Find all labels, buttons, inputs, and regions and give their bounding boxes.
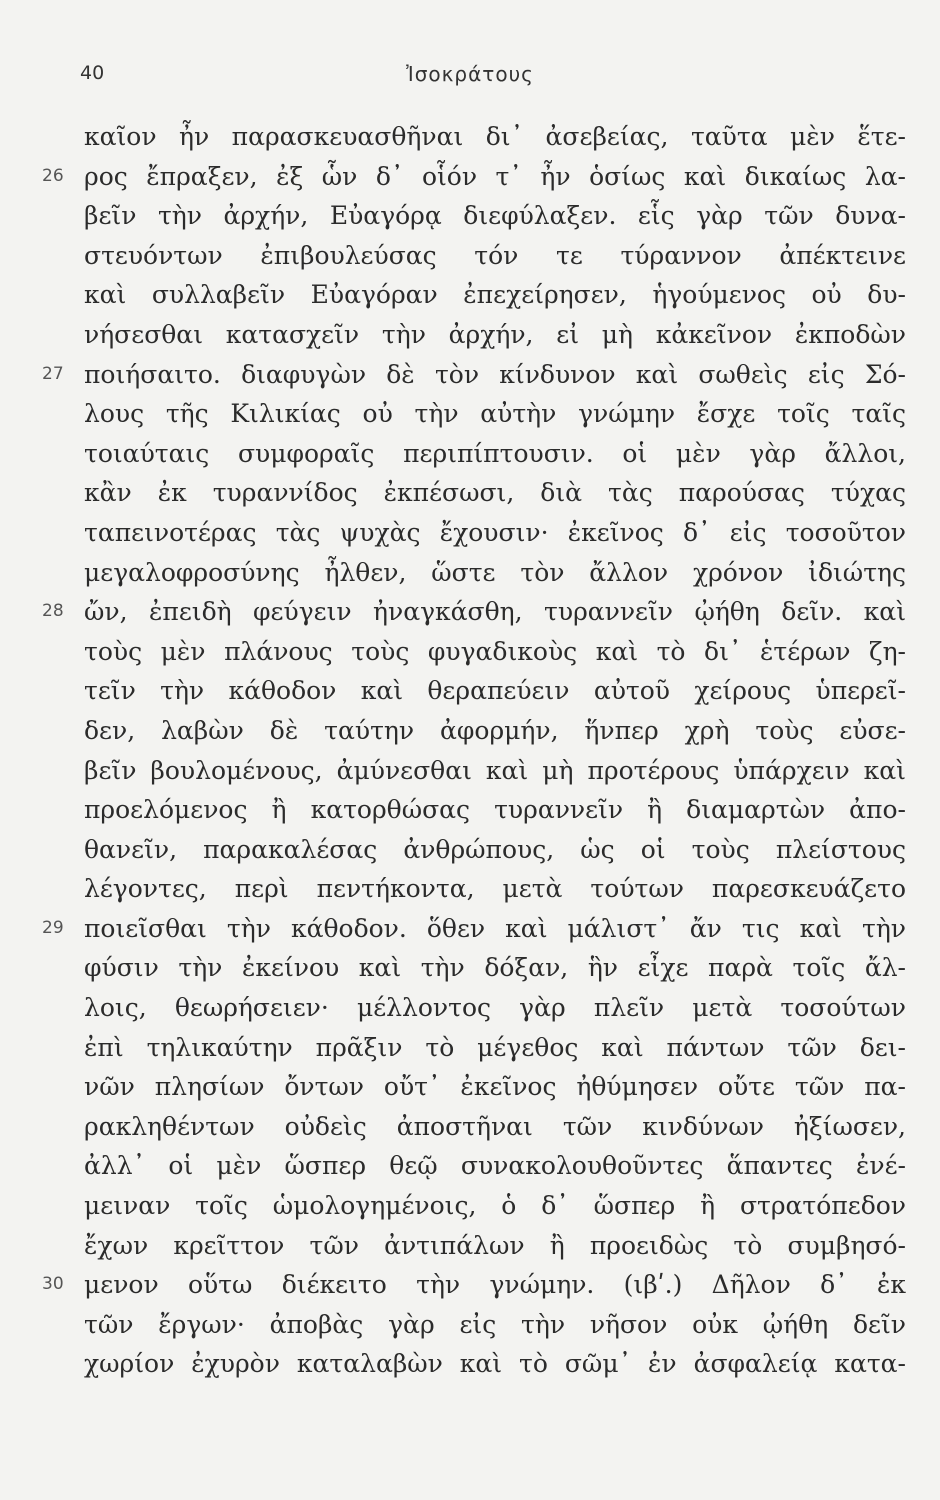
line-text: ὤν, ἐπειδὴ φεύγειν ἠναγκάσθη, τυραννεῖν ᾠήθη δεῖν. καὶ: [84, 597, 906, 627]
line-text: χωρίον ἐχυρὸν καταλαβὼν καὶ τὸ σῶμ᾽ ἐν ἀσφαλείᾳ κατα-: [84, 1349, 906, 1379]
text-line: [0, 909, 940, 949]
line-text: προελόμενος ἢ κατορθώσας τυραννεῖν ἢ διαμαρτὼν ἀπο-: [84, 795, 906, 825]
text-line: [0, 236, 940, 276]
text-line: [0, 394, 940, 434]
text-line: [0, 434, 940, 474]
text-line: [0, 592, 940, 632]
line-text: θανεῖν, παρακαλέσας ἀνθρώπους, ὡς οἱ τοὺς πλείστους: [84, 834, 906, 864]
text-line: [0, 1265, 940, 1305]
line-text: ποιήσαιτο. διαφυγὼν δὲ τὸν κίνδυνον καὶ σωθεὶς εἰς Σό-: [84, 359, 906, 389]
text-line: [0, 473, 940, 513]
line-text: μεγαλοφροσύνης ἦλθεν, ὥστε τὸν ἄλλον χρόνον ἰδιώτης: [84, 557, 906, 587]
line-text: ποιεῖσθαι τὴν κάθοδον. ὅθεν καὶ μάλιστ᾽ ἄν τις καὶ τὴν: [84, 913, 906, 943]
text-line: [0, 988, 940, 1028]
running-head: Ἰσοκράτους: [406, 62, 534, 86]
line-text: ἐπὶ τηλικαύτην πρᾶξιν τὸ μέγεθος καὶ πάντων τῶν δει-: [84, 1032, 906, 1062]
line-text: δεν, λαβὼν δὲ ταύτην ἀφορμήν, ἥνπερ χρὴ τοὺς εὐσε-: [84, 715, 906, 745]
text-line: [0, 751, 940, 791]
text-line: [0, 513, 940, 553]
text-line: [0, 790, 940, 830]
line-text: λοις, θεωρήσειεν· μέλλοντος γὰρ πλεῖν μετὰ τοσούτων: [84, 993, 906, 1023]
text-line: [0, 948, 940, 988]
text-line: [0, 632, 940, 672]
text-line: [0, 1067, 940, 1107]
line-text: βεῖν βουλομένους, ἀμύνεσθαι καὶ μὴ προτέρους ὑπάρχειν καὶ: [84, 755, 906, 785]
line-text: μειναν τοῖς ὡμολογημένοις, ὁ δ᾽ ὥσπερ ἢ στρατόπεδον: [84, 1191, 906, 1221]
text-line: [0, 830, 940, 870]
text-line: [0, 1146, 940, 1186]
line-text: ταπεινοτέρας τὰς ψυχὰς ἔχουσιν· ἐκεῖνος δ᾽ εἰς τοσοῦτον: [84, 517, 906, 547]
line-text: ρος ἔπραξεν, ἐξ ὧν δ᾽ οἷόν τ᾽ ἦν ὁσίως καὶ δικαίως λα-: [84, 161, 906, 191]
line-text: τῶν ἔργων· ἀποβὰς γὰρ εἰς τὴν νῆσον οὐκ ᾠήθη δεῖν: [84, 1309, 906, 1339]
section-number: 28: [42, 601, 64, 622]
text-line: [0, 1344, 940, 1384]
section-number: 30: [42, 1274, 64, 1295]
text-line: [0, 196, 940, 236]
line-text: νήσεσθαι κατασχεῖν τὴν ἀρχήν, εἰ μὴ κἀκεῖνον ἐκποδὼν: [84, 319, 906, 349]
line-text: ἔχων κρεῖττον τῶν ἀντιπάλων ἢ προειδὼς τὸ συμβησό-: [84, 1230, 906, 1260]
line-text: κἂν ἐκ τυραννίδος ἐκπέσωσι, διὰ τὰς παρούσας τύχας: [84, 478, 906, 508]
line-text: νῶν πλησίων ὄντων οὔτ᾽ ἐκεῖνος ἠθύμησεν οὔτε τῶν πα-: [84, 1072, 906, 1102]
text-line: [0, 1028, 940, 1068]
text-line: [0, 1186, 940, 1226]
line-text: ρακληθέντων οὐδεὶς ἀποστῆναι τῶν κινδύνων ἠξίωσεν,: [84, 1111, 906, 1141]
line-text: στευόντων ἐπιβουλεύσας τόν τε τύραννον ἀπέκτεινε: [84, 240, 906, 270]
line-text: βεῖν τὴν ἀρχήν, Εὐαγόρᾳ διεφύλαξεν. εἷς γὰρ τῶν δυνα-: [84, 201, 906, 231]
text-line: [0, 711, 940, 751]
section-number: 26: [42, 165, 64, 186]
page-header: [0, 52, 940, 92]
line-text: λους τῆς Κιλικίας οὐ τὴν αὐτὴν γνώμην ἔσχε τοῖς ταῖς: [84, 399, 906, 429]
line-text: ἀλλ᾽ οἱ μὲν ὥσπερ θεῷ συνακολουθοῦντες ἅπαντες ἐνέ-: [84, 1151, 906, 1181]
line-text: τεῖν τὴν κάθοδον καὶ θεραπεύειν αὐτοῦ χείρους ὑπερεῖ-: [84, 676, 906, 706]
body-text: [0, 117, 940, 1384]
text-line: [0, 671, 940, 711]
text-line: [0, 1107, 940, 1147]
text-line: [0, 157, 940, 197]
text-line: [0, 355, 940, 395]
section-number: 27: [42, 363, 64, 384]
line-text: καὶ συλλαβεῖν Εὐαγόραν ἐπεχείρησεν, ἡγούμενος οὐ δυ-: [84, 280, 906, 310]
line-text: τοὺς μὲν πλάνους τοὺς φυγαδικοὺς καὶ τὸ δι᾽ ἑτέρων ζη-: [84, 636, 906, 666]
text-line: [0, 275, 940, 315]
text-line: [0, 1226, 940, 1266]
text-line: [0, 1305, 940, 1345]
page-number: 40: [80, 62, 105, 84]
section-number: 29: [42, 917, 64, 938]
line-text: τοιαύταις συμφοραῖς περιπίπτουσιν. οἱ μὲν γὰρ ἄλλοι,: [84, 438, 906, 468]
text-line: [0, 315, 940, 355]
line-text: φύσιν τὴν ἐκείνου καὶ τὴν δόξαν, ἣν εἶχε παρὰ τοῖς ἄλ-: [84, 953, 906, 983]
line-text: λέγοντες, περὶ πεντήκοντα, μετὰ τούτων παρεσκευάζετο: [84, 874, 906, 904]
text-line: [0, 117, 940, 157]
text-line: [0, 553, 940, 593]
line-text: καῖον ἦν παρασκευασθῆναι δι᾽ ἀσεβείας, ταῦτα μὲν ἕτε-: [84, 122, 906, 151]
line-text: μενον οὕτω διέκειτο τὴν γνώμην. (ιβʹ.) Δῆλον δ᾽ ἐκ: [84, 1270, 906, 1300]
text-line: [0, 869, 940, 909]
